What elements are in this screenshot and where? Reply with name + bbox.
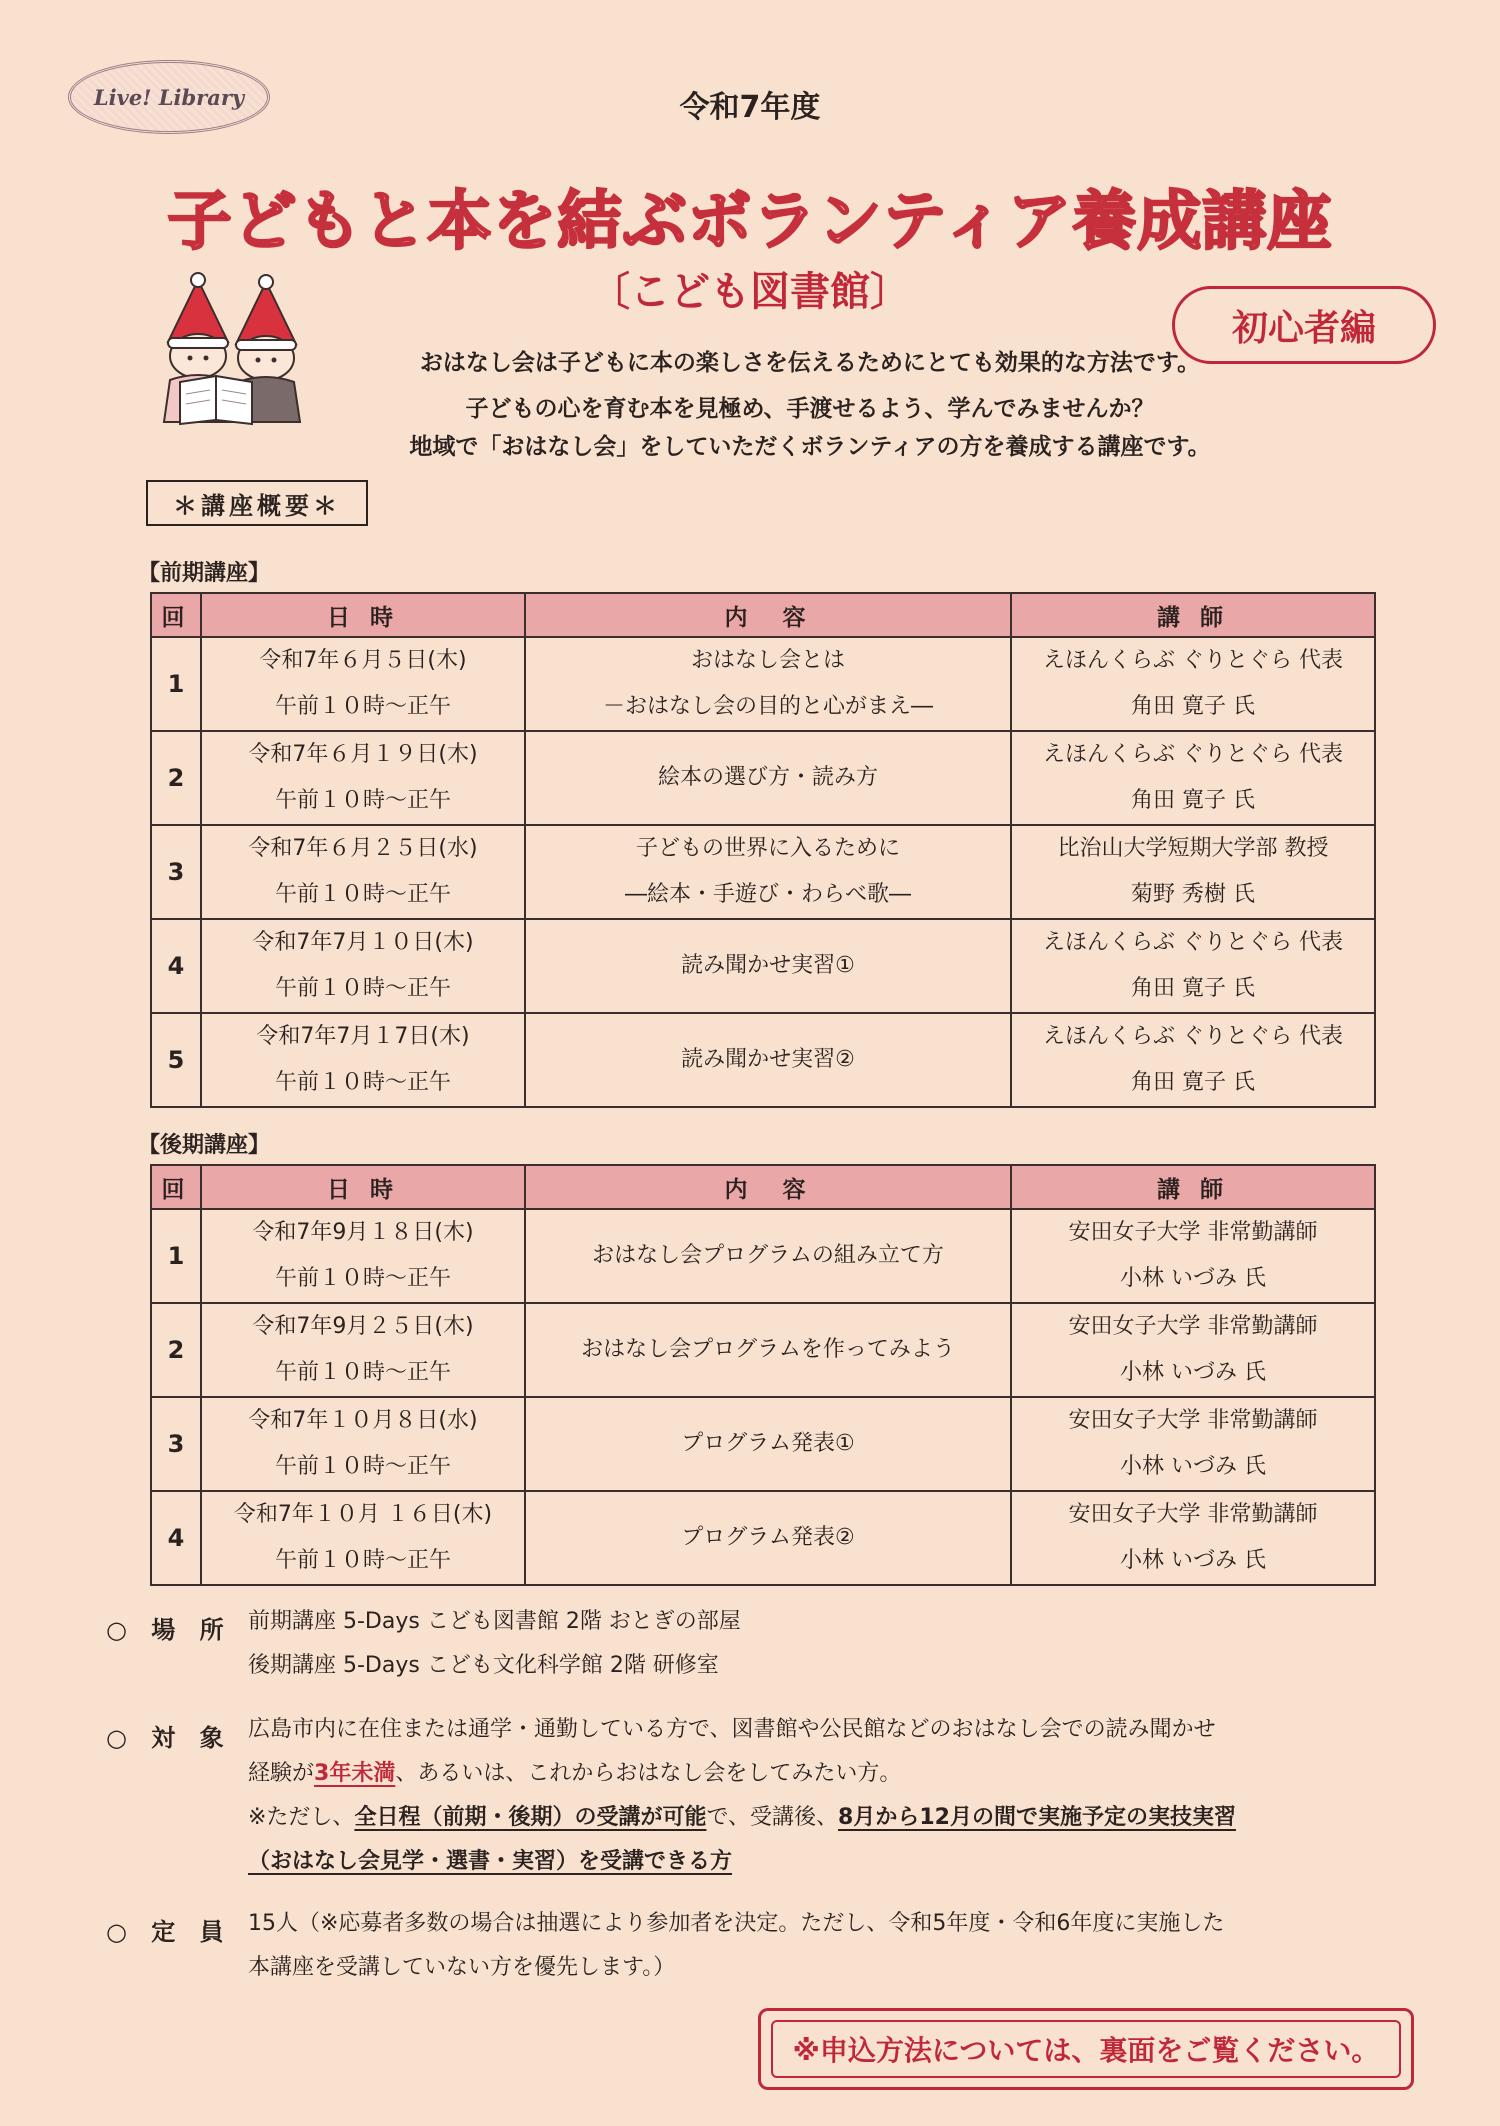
session-content: 子どもの世界に入るために ―絵本・手遊び・わらべ歌―: [525, 825, 1011, 919]
header-num: 回: [151, 593, 201, 637]
table-row: [151, 1397, 1375, 1491]
intro-line-2: 子どもの心を育む本を見極め、手渡せるよう、学んでみませんか？: [465, 396, 1155, 422]
session-date: 令和7年６月５日(木) 午前１０時～正午: [201, 637, 525, 731]
session-content: おはなし会とは －おはなし会の目的と心がまえ―: [525, 637, 1011, 731]
target-line-1: 広島市内に在住または通学・通勤している方で、図書館や公民館などのおはなし会での読み聞かせ: [248, 1717, 1216, 1742]
session-date: 令和7年６月１９日(木) 午前１０時～正午: [201, 731, 525, 825]
place-label: ○ 場 所: [106, 1616, 232, 1644]
table-row: [151, 1013, 1375, 1107]
session-content: プログラム発表①: [525, 1397, 1011, 1491]
session-date: 令和7年9月１８日(木) 午前１０時～正午: [201, 1209, 525, 1303]
place-second-term: 後期講座 5-Days こども文化科学館 2階 研修室: [248, 1653, 719, 1678]
application-note-box: [758, 2008, 1414, 2090]
page-subtitle: 〔こども図書館〕: [590, 269, 910, 315]
session-date: 令和7年６月２５日(水) 午前１０時～正午: [201, 825, 525, 919]
session-date: 令和7年１０月８日(水) 午前１０時～正午: [201, 1397, 525, 1491]
header-num: 回: [151, 1165, 201, 1209]
session-date: 令和7年7月１7日(木) 午前１０時～正午: [201, 1013, 525, 1107]
session-content: 読み聞かせ実習②: [525, 1013, 1011, 1107]
first-term-label: 【前期講座】: [138, 561, 271, 586]
fiscal-year: 令和7年度: [679, 90, 821, 125]
capacity-line-2: 本講座を受講していない方を優先します。）: [248, 1955, 676, 1980]
experience-limit: 3年未満: [314, 1761, 396, 1786]
header-date: 日 時: [201, 593, 525, 637]
header-content: 内 容: [525, 1165, 1011, 1209]
session-number: 1: [151, 637, 201, 731]
target-line-4: （おはなし会見学・選書・実習）を受講できる方: [248, 1849, 733, 1874]
session-number: 3: [151, 1397, 201, 1491]
session-number: 1: [151, 1209, 201, 1303]
session-teacher: 安田女子大学 非常勤講師 小林 いづみ 氏: [1011, 1397, 1375, 1491]
place-first-term: 前期講座 5-Days こども図書館 2階 おとぎの部屋: [248, 1609, 741, 1634]
session-content: プログラム発表②: [525, 1491, 1011, 1585]
table-header-row: [151, 593, 1375, 637]
table-row: [151, 1491, 1375, 1585]
session-number: 2: [151, 1303, 201, 1397]
capacity-label: ○ 定 員: [106, 1918, 232, 1946]
table-row: [151, 1303, 1375, 1397]
target-line-2: 経験が3年未満、あるいは、これからおはなし会をしてみたい方。: [248, 1761, 902, 1786]
table-row: [151, 1209, 1375, 1303]
live-library-logo: Live! Library: [68, 60, 270, 134]
level-badge: 初心者編: [1172, 286, 1436, 364]
session-teacher: 安田女子大学 非常勤講師 小林 いづみ 氏: [1011, 1491, 1375, 1585]
session-number: 4: [151, 919, 201, 1013]
session-date: 令和7年9月２５日(木) 午前１０時～正午: [201, 1303, 525, 1397]
session-content: おはなし会プログラムの組み立て方: [525, 1209, 1011, 1303]
table-row: [151, 637, 1375, 731]
session-date: 令和7年１０月 １６日(木) 午前１０時～正午: [201, 1491, 525, 1585]
session-number: 5: [151, 1013, 201, 1107]
intro-line-1: おはなし会は子どもに本の楽しさを伝えるためにとても効果的な方法です。: [419, 350, 1201, 376]
table-row: [151, 731, 1375, 825]
session-teacher: えほんくらぶ ぐりとぐら 代表 角田 寛子 氏: [1011, 637, 1375, 731]
second-term-label: 【後期講座】: [138, 1133, 271, 1158]
session-content: 読み聞かせ実習①: [525, 919, 1011, 1013]
session-number: 3: [151, 825, 201, 919]
capacity-line-1: 15人（※応募者多数の場合は抽選により参加者を決定。ただし、令和5年度・令和6年度に実施した: [248, 1911, 1225, 1936]
session-number: 4: [151, 1491, 201, 1585]
first-term-table: [150, 592, 1376, 1108]
place-text: [248, 1600, 741, 1688]
header-content: 内 容: [525, 593, 1011, 637]
session-teacher: えほんくらぶ ぐりとぐら 代表 角田 寛子 氏: [1011, 731, 1375, 825]
application-note: ※申込方法については、裏面をご覧ください。: [771, 2020, 1401, 2078]
second-term-table: [150, 1164, 1376, 1586]
session-number: 2: [151, 731, 201, 825]
table-row: [151, 919, 1375, 1013]
session-teacher: 安田女子大学 非常勤講師 小林 いづみ 氏: [1011, 1303, 1375, 1397]
header-teacher: 講 師: [1011, 1165, 1375, 1209]
session-content: おはなし会プログラムを作ってみよう: [525, 1303, 1011, 1397]
target-line-3: ※ただし、全日程（前期・後期）の受講が可能で、受講後、8月から12月の間で実施予定の実技実習: [248, 1805, 1236, 1830]
session-content: 絵本の選び方・読み方: [525, 731, 1011, 825]
intro-line-3: 地域で「おはなし会」をしていただくボランティアの方を養成する講座です。: [409, 434, 1211, 460]
page-title: 子どもと本を結ぶボランティア養成講座: [167, 185, 1333, 259]
table-row: [151, 825, 1375, 919]
session-date: 令和7年7月１０日(木) 午前１０時～正午: [201, 919, 525, 1013]
session-teacher: えほんくらぶ ぐりとぐら 代表 角田 寛子 氏: [1011, 919, 1375, 1013]
target-label: ○ 対 象: [106, 1724, 232, 1752]
capacity-text: [248, 1902, 1224, 1990]
session-teacher: 比治山大学短期大学部 教授 菊野 秀樹 氏: [1011, 825, 1375, 919]
header-teacher: 講 師: [1011, 593, 1375, 637]
session-teacher: えほんくらぶ ぐりとぐら 代表 角田 寛子 氏: [1011, 1013, 1375, 1107]
target-text: [248, 1708, 1236, 1884]
header-date: 日 時: [201, 1165, 525, 1209]
table-header-row: [151, 1165, 1375, 1209]
session-teacher: 安田女子大学 非常勤講師 小林 いづみ 氏: [1011, 1209, 1375, 1303]
course-overview-heading: ＊講座概要＊: [146, 480, 368, 526]
